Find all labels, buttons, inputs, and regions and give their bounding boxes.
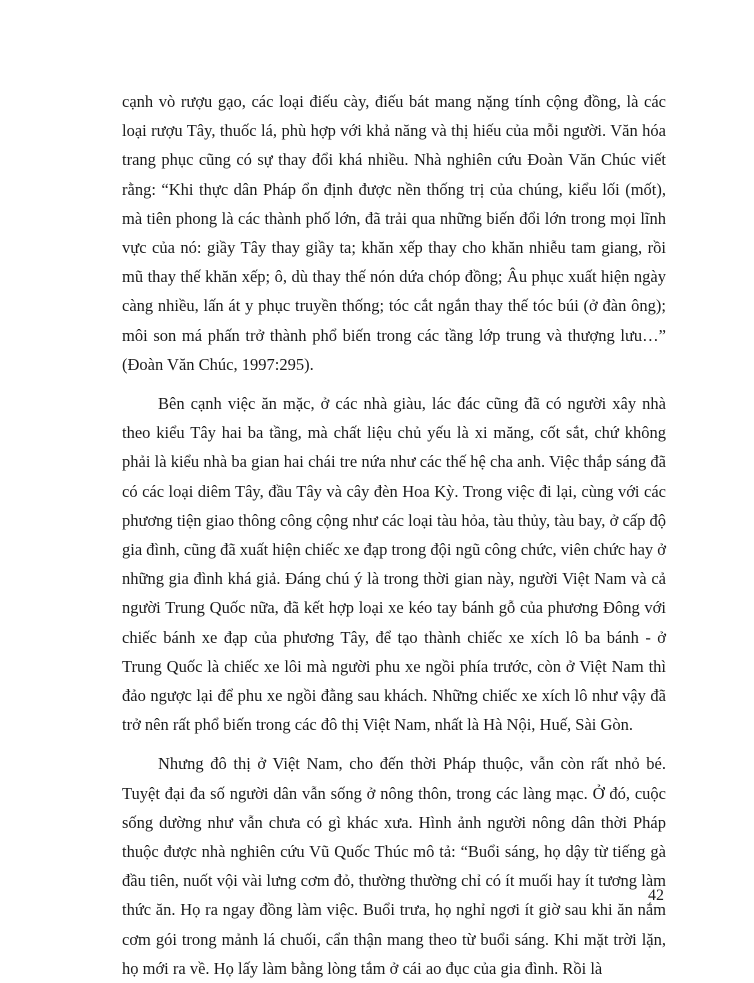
paragraph-3: Nhưng đô thị ở Việt Nam, cho đến thời Pháp thuộc, vẫn còn rất nhỏ bé. Tuyệt đại đa số người dân vẫn sống ở nông thôn, trong các làng mạc. Ở đó, cuộc sống dường như vẫn chưa có gì khác xưa. Hình ảnh người nông dân thời Pháp thuộc được nhà nghiên cứu Vũ Quốc Thúc mô tả: “Buổi sáng, họ dậy từ tiếng gà đầu tiên, nuốt vội vài lưng cơm đỏ, thường thường chỉ có ít muối hay ít tương làm thức ăn. Họ ra ngay đồng làm việc. Buổi trưa, họ nghỉ ngơi ít giờ sau khi ăn nắm cơm gói trong mảnh lá chuối, cẩn thận mang theo từ buổi sáng. Khi mặt trời lặn, họ mới ra về. Họ lấy làm bằng lòng tắm ở cái ao đục của gia đình. Rồi là (122, 754, 666, 978)
body-text (122, 87, 666, 983)
paragraph-2: Bên cạnh việc ăn mặc, ở các nhà giàu, lác đác cũng đã có người xây nhà theo kiểu Tây hai ba tầng, mà chất liệu chủ yếu là xi măng, cốt sắt, chứ không phải là kiểu nhà ba gian hai chái tre nứa như các thế hệ cha anh. Việc thắp sáng đã có các loại diêm Tây, đầu Tây và cây đèn Hoa Kỳ. Trong việc đi lại, cùng với các phương tiện giao thông công cộng như các loại tàu hỏa, tàu thủy, tàu bay, ở cấp độ gia đình, cũng đã xuất hiện chiếc xe đạp trong đội ngũ công chức, viên chức hay ở những gia đình khá giả. Đáng chú ý là trong thời gian này, người Việt Nam và cả người Trung Quốc nữa, đã kết hợp loại xe kéo tay bánh gỗ của phương Đông với chiếc bánh xe đạp của phương Tây, để tạo thành chiếc xe xích lô ba bánh - ở Trung Quốc là chiếc xe lôi mà người phu xe ngồi phía trước, còn ở Việt Nam thì đảo ngược lại để phu xe ngồi đằng sau khách. Những chiếc xe xích lô như vậy đã trở nên rất phổ biến trong các đô thị Việt Nam, nhất là Hà Nội, Huế, Sài Gòn. (122, 394, 666, 735)
page-number: 42 (648, 887, 664, 904)
paragraph-1: cạnh vò rượu gạo, các loại điếu cày, điếu bát mang nặng tính cộng đồng, là các loại rượu Tây, thuốc lá, phù hợp với khả năng và thị hiếu của mỗi người. Văn hóa trang phục cũng có sự thay đổi khá nhiều. Nhà nghiên cứu Đoàn Văn Chúc viết rằng: “Khi thực dân Pháp ổn định được nền thống trị của chúng, kiểu lối (mốt), mà tiên phong là các thành phố lớn, đã trải qua những biến đổi lớn trong mọi lĩnh vực của nó: giầy Tây thay giầy ta; khăn xếp thay cho khăn nhiễu tam giang, rồi mũ thay thế khăn xếp; ô, dù thay thế nón dứa chóp đồng; Âu phục xuất hiện ngày càng nhiều, lấn át y phục truyền thống; tóc cắt ngắn thay thế tóc búi (ở đàn ông); môi son má phấn trở thành phổ biến trong các tầng lớp trung và thượng lưu…” (Đoàn Văn Chúc, 1997:295). (122, 92, 666, 374)
